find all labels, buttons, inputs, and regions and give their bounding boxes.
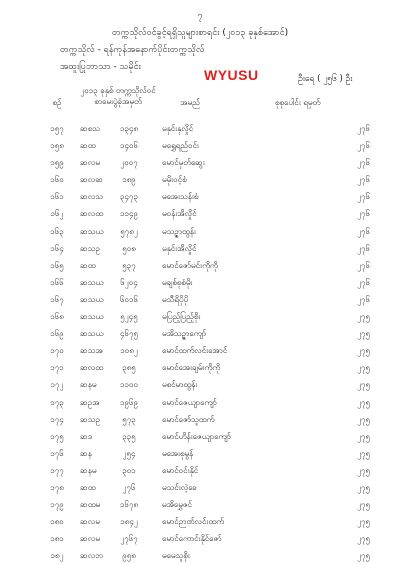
page-number: ၇ — [197, 11, 203, 21]
exam-number: ၄၆၇၅ — [120, 329, 138, 339]
row-number: ၁၆၁ — [50, 192, 64, 202]
exam-number: ၃၄၇၃ — [120, 192, 138, 202]
row-number: ၁၇၀ — [50, 346, 64, 356]
exam-code: ဆစသ — [80, 124, 100, 133]
exam-number: ၁၈၉ — [122, 175, 136, 185]
student-name: မသင်းလဲ့ခေ — [162, 482, 197, 492]
total-marks: ၂၇၆ — [357, 192, 370, 202]
exam-code: ဆသယ — [80, 329, 104, 339]
total-marks: ၂၇၆ — [357, 175, 370, 185]
student-name: မရွှေရည်ဝင်း — [162, 141, 199, 151]
exam-code: ဆလဘ — [80, 551, 103, 561]
total-marks: ၂၇၆ — [357, 226, 370, 236]
row-number: ၁၇၁ — [50, 363, 64, 373]
exam-code: ဆထ — [80, 141, 96, 151]
column-header-marks: စုစုပေါင်း ရမှတ် — [275, 98, 321, 107]
exam-number: ၅၇၃ — [122, 414, 136, 424]
total-marks: ၂၇၅ — [357, 397, 370, 407]
exam-number: ၁၁၄၉ — [120, 209, 138, 219]
exam-number: ၂၀၀၇ — [120, 158, 138, 168]
total-marks: ၂၇၅ — [357, 346, 370, 356]
total-marks: ၂၇၅ — [357, 431, 370, 441]
student-name: မောင်ထက်လင်းအောင် — [162, 346, 228, 356]
exam-code: ဆလမ — [80, 534, 100, 544]
total-marks: ၂၇၆ — [357, 294, 370, 304]
row-number: ၁၆၀ — [50, 175, 64, 185]
student-name: မနှင်းနုလှိုင် — [162, 124, 194, 133]
student-name: မချစ်စုစံမိုး — [162, 277, 193, 287]
exam-number: ၁၁၀၀ — [120, 380, 138, 390]
student-name: မပြည့်ပြည့်စိုး — [162, 312, 201, 322]
exam-code: ဆသအ — [80, 346, 103, 356]
row-number: ၁၆၆ — [50, 277, 64, 287]
exam-code: ဆန — [80, 448, 92, 458]
exam-number: ၂၇၆ — [122, 482, 136, 492]
exam-number: ၁၄၀၆ — [120, 141, 138, 151]
table-row — [0, 479, 400, 496]
row-number: ၁၈၂ — [50, 551, 64, 561]
column-header-exam-number: ၂၀၁၃ ခုနှစ် တက္ကသိုလ်ဝင် စာမေးပွဲခုံအမှတ် — [80, 86, 156, 106]
total-marks: ၂၇၅ — [357, 363, 370, 373]
student-name: မောင်ဇော်သူထက် — [162, 414, 215, 424]
exam-code: ဆထ — [80, 260, 96, 270]
row-number: ၁၅၇ — [50, 124, 64, 133]
row-number: ၁၈၀ — [50, 517, 64, 527]
table-row — [0, 171, 400, 188]
total-marks: ၂၇၅ — [357, 329, 370, 339]
exam-code: ဆလဆ — [80, 175, 103, 185]
table-row — [0, 325, 400, 342]
exam-number: ၁၈၄၂ — [120, 517, 138, 527]
exam-code: ဆနမ — [80, 465, 97, 475]
exam-code: ဆနမ — [80, 380, 97, 390]
student-name: မောင်ကောင်းနိုင်ဇော် — [162, 534, 222, 544]
exam-code: ဆဒ — [80, 431, 92, 441]
row-number: ၁၆၉ — [50, 329, 64, 339]
row-number: ၁၅၉ — [50, 158, 64, 168]
total-marks: ၂၇၅ — [357, 380, 370, 390]
subject-line: အထူးပြုဘာသာ - သမိုင်း — [60, 62, 141, 72]
table-row — [0, 308, 400, 325]
table-row — [0, 223, 400, 240]
table-row — [0, 274, 400, 291]
total-marks: ၂၇၆ — [357, 141, 370, 151]
total-marks: ၂၇၅ — [357, 465, 370, 475]
exam-number: ၃၈၅ — [122, 363, 136, 373]
exam-code: ဆထမ — [80, 500, 101, 510]
student-name: မောင်ဝင်းနိုင် — [162, 465, 199, 475]
table-row — [0, 137, 400, 154]
row-number: ၁၇၈ — [50, 482, 64, 492]
exam-code: ဆသယ — [80, 312, 104, 322]
student-name: မမိုးဝင့်စံ — [162, 175, 187, 185]
table-row — [0, 462, 400, 479]
student-name: မသဉ္ဇာထွန်း — [162, 226, 196, 236]
student-name: မောင်ဇော်မင်းကိုကို — [162, 260, 218, 270]
column-header-no: စဉ် — [52, 98, 62, 107]
exam-number: ၅၇၈၂ — [120, 226, 138, 236]
total-marks: ၂၇၅ — [357, 534, 370, 544]
table-row — [0, 411, 400, 428]
exam-number: ၁၀၈၂ — [120, 346, 138, 356]
row-number: ၁၇၄ — [50, 414, 64, 424]
exam-number: ၁၆၇၈ — [119, 500, 139, 510]
table-row — [0, 496, 400, 513]
table-row — [0, 342, 400, 359]
exam-number: ၅၂၄၅ — [120, 312, 138, 322]
exam-number: ၉၅၈ — [122, 551, 136, 561]
total-count: ဦးရေ ( ၂၅၆ ) ဦး — [298, 74, 353, 84]
row-number: ၁၅၈ — [50, 141, 64, 151]
exam-number: ၃၃၅ — [122, 431, 136, 441]
row-number: ၁၇၂ — [50, 380, 64, 390]
column-header-name: အမည် — [180, 98, 200, 107]
total-marks: ၂၇၆ — [357, 209, 370, 219]
exam-number: ၆၀၁၆ — [120, 294, 138, 304]
table-row — [0, 513, 400, 530]
university-line: တက္ကသိုလ် - ရန်ကုန်အနောက်ပိုင်းတက္ကသိုလ် — [60, 45, 205, 55]
exam-number: ၅၀၈ — [122, 243, 136, 253]
total-marks: ၂၇၅ — [357, 414, 370, 424]
table-row — [0, 445, 400, 462]
student-name: မသီရိပိုပို — [162, 294, 189, 304]
table-row — [0, 257, 400, 274]
exam-code: ဆလမ — [80, 158, 100, 168]
row-number: ၁၈၁ — [50, 534, 64, 544]
student-name: မောင်အေးချမ်းကိုကို — [162, 363, 221, 373]
exam-code: ဆသဥ — [80, 414, 100, 424]
row-number: ၁၇၆ — [50, 448, 64, 458]
exam-code: ဆလသ — [80, 192, 103, 202]
student-name: မအေးသန်းစံ — [162, 192, 199, 202]
total-marks: ၂၇၅ — [357, 312, 370, 322]
table-row — [0, 547, 400, 564]
row-number: ၁၆၄ — [50, 243, 64, 253]
row-number: ၁၆၅ — [50, 260, 64, 270]
table-row — [0, 394, 400, 411]
exam-number: ၁၉၆၉ — [120, 397, 138, 407]
student-name: မမေသူစိုး — [162, 551, 190, 561]
exam-number: ၆၂၀၄ — [120, 277, 138, 287]
exam-code: ဆလမ — [80, 517, 100, 527]
document-title: တက္ကသိုလ်ဝင်ခွင့်ရရှိသူများစာရင်း (၂၀၁၃ ခုနှစ်အောင်) — [111, 28, 289, 38]
row-number: ၁၆၃ — [50, 226, 64, 236]
total-marks: ၂၇၅ — [357, 517, 370, 527]
exam-number: ၅၃၇ — [122, 260, 136, 270]
results-table — [0, 120, 400, 564]
row-number: ၁၆၇ — [50, 294, 64, 304]
row-number: ၁၇၇ — [50, 465, 64, 475]
student-name: မဝန်းအိလှိုင် — [162, 209, 197, 219]
table-row — [0, 120, 400, 137]
exam-code: ဆသယ — [80, 277, 104, 287]
table-row — [0, 154, 400, 171]
table-row — [0, 205, 400, 222]
student-name: မအေးစုမွန် — [162, 448, 194, 458]
table-row — [0, 359, 400, 376]
exam-code: ဆလထ — [80, 363, 103, 373]
student-name: မနှင်းအိလှိုင် — [162, 243, 197, 253]
table-row — [0, 240, 400, 257]
watermark: WYUSU — [204, 67, 259, 83]
row-number: ၁၇၃ — [50, 397, 64, 407]
table-row — [0, 376, 400, 393]
student-name: မောင်မှတ်ဆွေး — [162, 158, 205, 168]
total-marks: ၂၇၆ — [357, 158, 370, 168]
exam-number: ၂၇၆၇ — [120, 534, 138, 544]
total-marks: ၂၇၅ — [357, 448, 370, 458]
total-marks: ၂၇၆ — [357, 260, 370, 270]
exam-code: ဆသယ — [80, 294, 104, 304]
row-number: ၁၇၉ — [50, 500, 64, 510]
total-marks: ၂၇၅ — [357, 482, 370, 492]
student-name: မောင်ဟိန်းဇေယျာကျော် — [162, 431, 231, 441]
exam-number: ၁၃၄၈ — [119, 124, 139, 133]
total-marks: ၂၇၅ — [357, 500, 370, 510]
table-row — [0, 188, 400, 205]
student-name: မအိမွှေဇင် — [162, 500, 193, 510]
student-name: မောင်ဇေယျာကျော် — [162, 397, 217, 407]
table-row — [0, 291, 400, 308]
student-name: မစင်မာထွန်း — [162, 380, 198, 390]
exam-code: ဆဥအ — [80, 397, 100, 407]
total-marks: ၂၇၅ — [357, 551, 370, 561]
exam-code: ဆထ — [80, 482, 96, 492]
exam-code: ဆလထ — [80, 209, 103, 219]
row-number: ၁၆၈ — [50, 312, 64, 322]
total-marks: ၂၇၆ — [357, 243, 370, 253]
student-name: မောင်ဉာဏ်လင်းထက် — [162, 517, 224, 527]
exam-code: ဆသဥ — [80, 243, 100, 253]
exam-number: ၃၀၁ — [122, 465, 136, 475]
exam-number: ၂၅၄ — [122, 448, 136, 458]
student-name: မအိသဉ္ဇာကျော် — [162, 329, 207, 339]
total-marks: ၂၇၆ — [357, 124, 370, 133]
total-marks: ၂၇၆ — [357, 277, 370, 287]
table-row — [0, 530, 400, 547]
row-number: ၁၇၅ — [50, 431, 64, 441]
table-row — [0, 428, 400, 445]
exam-code: ဆသယ — [80, 226, 104, 236]
row-number: ၁၆၂ — [50, 209, 64, 219]
